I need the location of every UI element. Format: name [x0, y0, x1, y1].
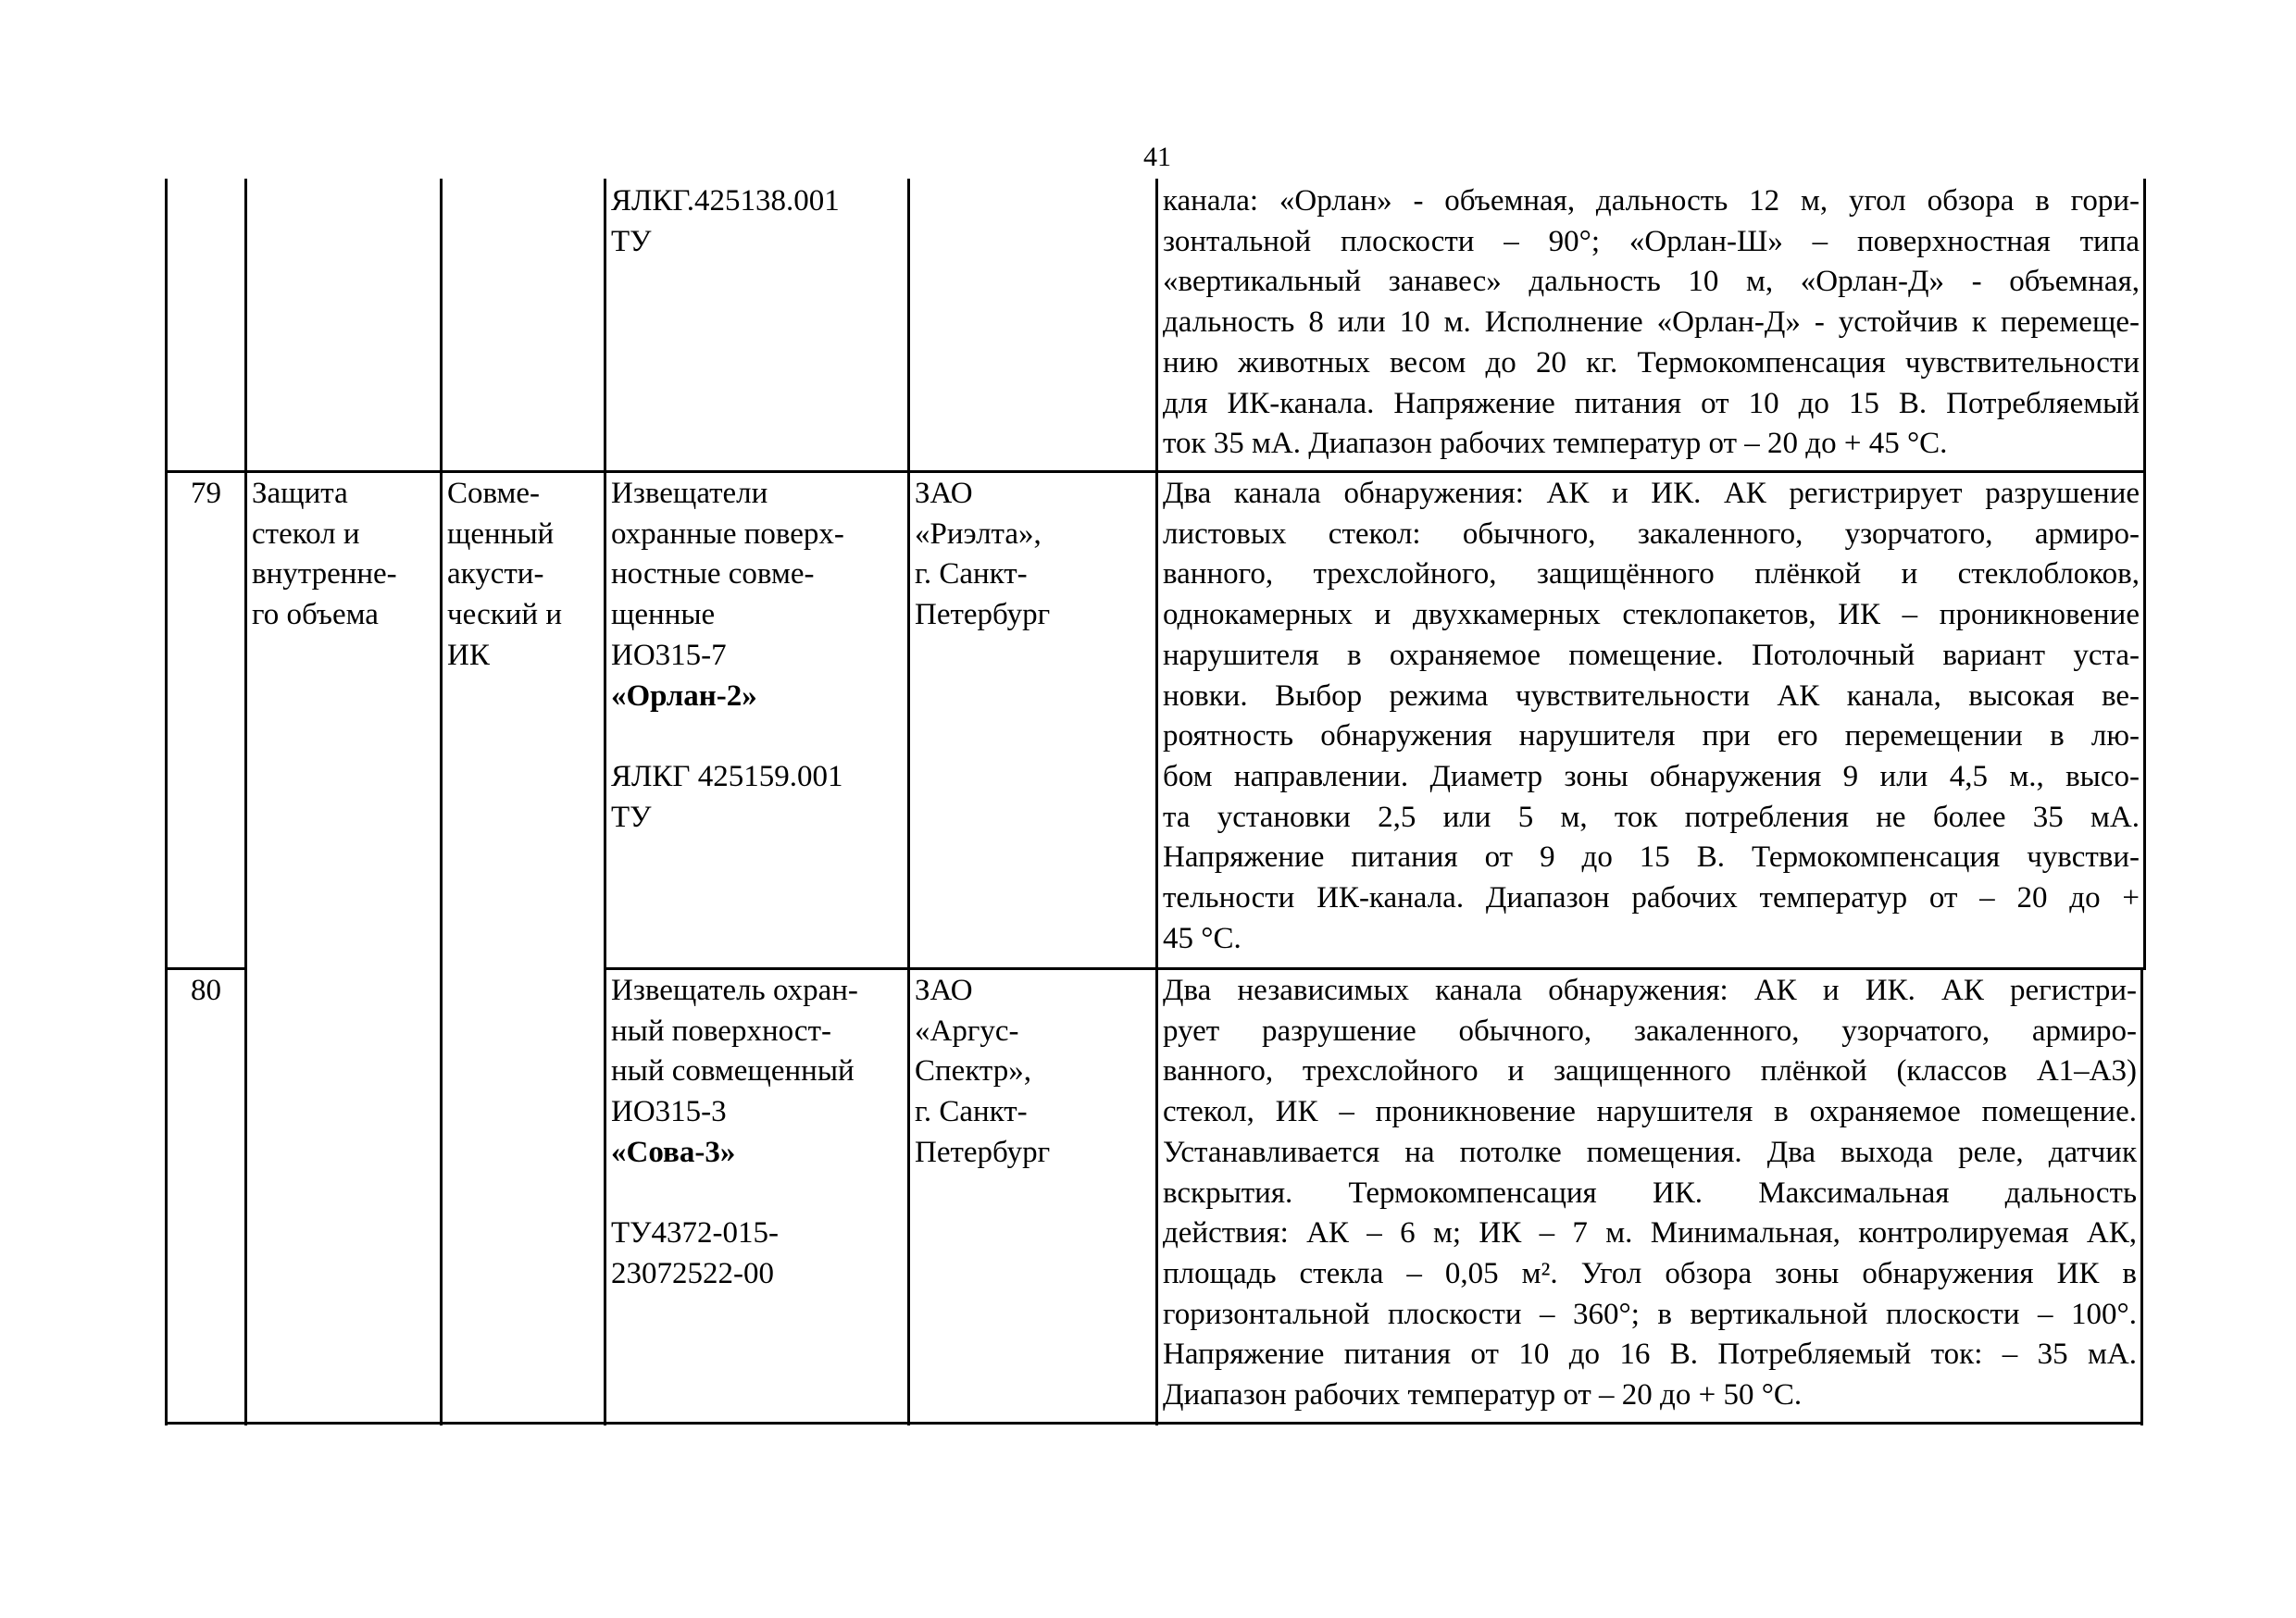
text-line: нарушителя в охраняемое помещение. Потолочный вариант уста- — [1163, 638, 2140, 672]
row-number: 80 — [191, 974, 221, 1007]
text-line: ЯЛКГ.425138.001 — [611, 184, 840, 218]
text-line: щенный — [447, 517, 555, 551]
text-line: ванного, трехслойного, защищённого плёнкой и стеклоблоков, — [1163, 557, 2140, 591]
text-line: Напряжение питания от 10 до 16 В. Потребляемый ток: – 35 мА. — [1163, 1338, 2137, 1372]
text-line: ИО315-7 — [611, 638, 727, 672]
spacer — [611, 1174, 903, 1214]
text-line: новки. Выбор режима чувствительности АК канала, высокая ве- — [1163, 678, 2140, 713]
text-line: «Риэлта», — [915, 517, 1042, 551]
text-line: ванного, трехслойного и защищенного плёнкой (классов А1–А3) — [1163, 1054, 2137, 1089]
table-rule — [165, 967, 246, 970]
table-rule — [440, 179, 443, 1425]
designation-cell — [606, 971, 907, 1295]
text-line: роятность обнаружения нарушителя при его перемещении в лю- — [1163, 719, 2140, 753]
text-line: Спектр», — [915, 1054, 1031, 1089]
text-line: вскрытия. Термокомпенсация ИК. Максимальная дальность — [1163, 1176, 2137, 1210]
page-number: 41 — [1143, 142, 1171, 172]
table-rule — [165, 1422, 2143, 1425]
text-line: дальность 8 или 10 м. Исполнение «Орлан-Д» - устойчив к перемеще- — [1163, 305, 2140, 340]
text-line: охранные поверх- — [611, 517, 844, 551]
principle-cell — [443, 474, 604, 677]
spacer — [611, 716, 903, 757]
text-line: ток 35 мА. Диапазон рабочих температур от – 20 до + 45 °С. — [1163, 427, 1948, 461]
text-line: Петербург — [915, 598, 1051, 632]
text-line: стекол и — [252, 517, 360, 551]
designation-cell — [606, 474, 907, 838]
text-line: Диапазон рабочих температур от – 20 до + 50 °С. — [1163, 1378, 1803, 1413]
text-line: ческий и — [447, 598, 562, 632]
text-line: ный поверхност- — [611, 1014, 831, 1048]
text-line: та установки 2,5 или 5 м, ток потребления не более 35 мА. — [1163, 800, 2140, 834]
manufacturer-cell — [910, 474, 1155, 636]
table-rule — [604, 967, 2146, 970]
text-line: ТУ — [611, 800, 652, 834]
table-rule — [244, 179, 247, 1425]
continuation-designation — [606, 181, 907, 262]
text-line: Совме- — [447, 477, 541, 510]
text-line: го объема — [252, 598, 379, 632]
text-line: зонтальной плоскости – 90°; «Орлан-Ш» – поверхностная типа — [1163, 224, 2140, 258]
text-line: «вертикальный занавес» дальность 10 м, «Орлан-Д» - объемная, — [1163, 265, 2140, 299]
text-line: 45 °С. — [1163, 921, 1242, 955]
purpose-cell — [247, 474, 440, 636]
text-line: канала: «Орлан» - объемная, дальность 12 м, угол обзора в гори- — [1163, 184, 2140, 218]
row-number: 79 — [191, 477, 221, 510]
text-line: Напряжение питания от 9 до 15 В. Термокомпенсация чувстви- — [1163, 840, 2140, 875]
text-line: «Аргус- — [915, 1014, 1019, 1048]
text-line: внутренне- — [252, 557, 397, 591]
text-line: г. Санкт- — [915, 1095, 1028, 1129]
text-line: Два канала обнаружения: АК и ИК. АК регистрирует разрушение — [1163, 477, 2140, 510]
text-line: тельности ИК-канала. Диапазон рабочих температур от – 20 до + — [1163, 881, 2140, 915]
table-rule — [165, 179, 168, 1425]
text-line: ЗАО — [915, 974, 973, 1007]
text-line: ТУ4372-015- — [611, 1216, 780, 1251]
table-rule — [165, 470, 2146, 473]
text-line: для ИК-канала. Напряжение питания от 10 до 15 В. Потребляемый — [1163, 386, 2140, 420]
text-line: акусти- — [447, 557, 544, 591]
text-line: ИО315-3 — [611, 1095, 727, 1129]
text-line: рует разрушение обычного, закаленного, узорчатого, армиро- — [1163, 1014, 2137, 1048]
text-line: ИК — [447, 638, 490, 672]
text-line: площадь стекла – 0,05 м². Угол обзора зоны обнаружения ИК в — [1163, 1256, 2137, 1290]
text-line: ностные совме- — [611, 557, 815, 591]
text-line: бом направлении. Диаметр зоны обнаружения 9 или 4,5 м., высо- — [1163, 759, 2140, 793]
text-line: 23072522-00 — [611, 1256, 774, 1290]
text-line: Извещатель охран- — [611, 974, 858, 1007]
text-line: горизонтальной плоскости – 360°; в вертикальной плоскости – 100°. — [1163, 1297, 2137, 1331]
description-cell — [1158, 474, 2144, 959]
text-line: ТУ — [611, 224, 652, 258]
table-rule — [907, 179, 910, 1425]
text-line: стекол, ИК – проникновение нарушителя в охраняемое помещение. — [1163, 1095, 2137, 1129]
text-line: ЯЛКГ 425159.001 — [611, 759, 843, 793]
text-line: ный совмещенный — [611, 1054, 855, 1089]
text-line: щенные — [611, 598, 716, 632]
text-line: Извещатели — [611, 477, 768, 510]
model-name: «Орлан-2» — [611, 678, 757, 713]
text-line: Защита — [252, 477, 348, 510]
continuation-description — [1158, 181, 2144, 465]
text-line: листовых стекол: обычного, закаленного, узорчатого, армиро- — [1163, 517, 2140, 551]
text-line: действия: АК – 6 м; ИК – 7 м. Минимальная, контролируемая АК, — [1163, 1216, 2137, 1251]
text-line: однокамерных и двухкамерных стеклопакетов, ИК – проникновение — [1163, 598, 2140, 632]
manufacturer-cell — [910, 971, 1155, 1174]
text-line: Устанавливается на потолке помещения. Два выхода реле, датчик — [1163, 1135, 2137, 1169]
description-cell — [1158, 971, 2141, 1416]
text-line: нию животных весом до 20 кг. Термокомпенсация чувствительности — [1163, 345, 2140, 380]
text-line: ЗАО — [915, 477, 973, 510]
text-line: г. Санкт- — [915, 557, 1028, 591]
model-name: «Сова-3» — [611, 1135, 736, 1169]
text-line: Петербург — [915, 1135, 1051, 1169]
text-line: Два независимых канала обнаружения: АК и ИК. АК регистри- — [1163, 974, 2137, 1007]
